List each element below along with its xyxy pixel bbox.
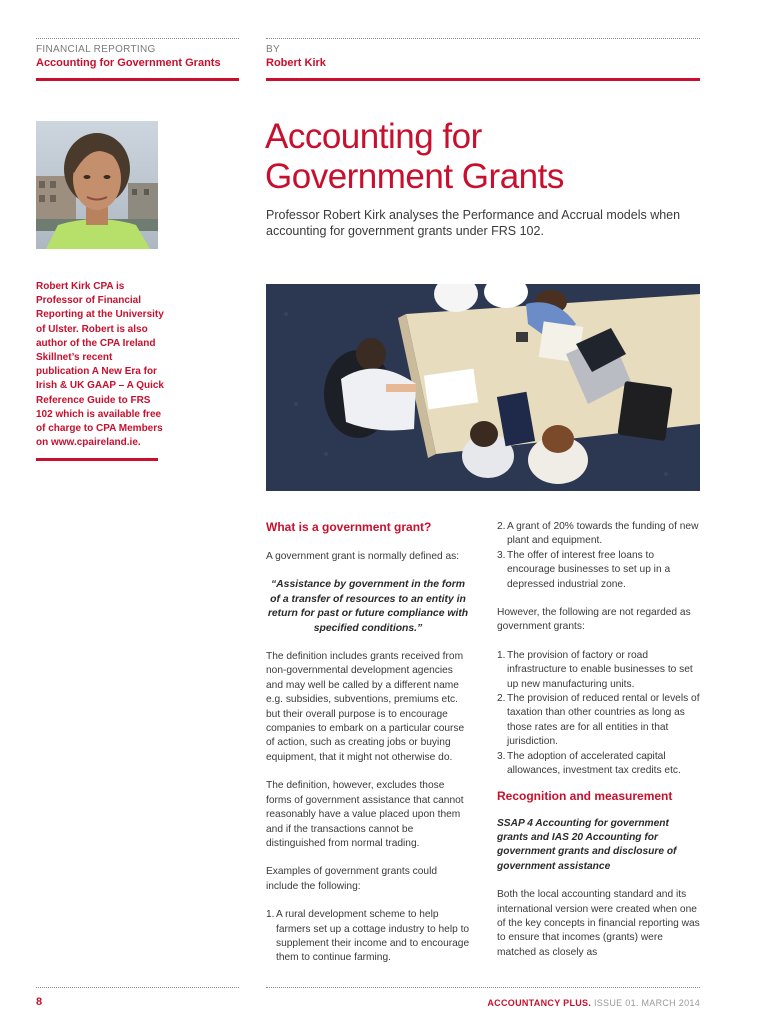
paragraph: A government grant is normally defined as: <box>266 551 460 562</box>
column-2 <box>497 520 701 960</box>
section-label: FINANCIAL REPORTING <box>36 44 156 55</box>
meeting-photo-illustration <box>266 284 700 491</box>
list-item-text: The adoption of accelerated capital allowances, investment tax credits etc. <box>507 750 681 777</box>
list-item <box>497 649 701 692</box>
list-item-text: A grant of 20% towards the funding of new plant and equipment. <box>507 521 699 547</box>
article-title-line2: Government Grants <box>265 157 564 196</box>
paragraph: Examples of government grants could include the following: <box>266 866 438 892</box>
footer-dotted-rule-left <box>36 987 239 988</box>
header-red-rule-right <box>266 78 700 81</box>
list-item-number: 1. <box>266 909 275 921</box>
article-title-line1: Accounting for <box>265 117 482 156</box>
list-item-number: 2. <box>497 521 506 532</box>
examples-list <box>266 908 470 966</box>
list-item <box>497 520 701 549</box>
list-item-text: The offer of interest free loans to encourage businesses to set up in a depressed industrial zone. <box>507 549 671 590</box>
by-label: BY <box>266 44 280 55</box>
author-photo-illustration <box>36 121 158 249</box>
heading-recognition: Recognition and measurement <box>497 788 673 803</box>
not-grants-list <box>497 649 701 779</box>
heading-what-is-grant: What is a government grant? <box>266 520 432 534</box>
article-title <box>265 117 705 197</box>
meeting-photo <box>266 284 700 491</box>
column-1 <box>266 520 470 966</box>
subheading-standards: SSAP 4 Accounting for government grants and IAS 20 Accounting for government grants and disclosure of government assistance <box>497 817 677 872</box>
list-item-number: 1. <box>497 649 506 661</box>
author-name: Robert Kirk <box>266 57 326 69</box>
paragraph: The definition includes grants received from non-governmental development agencies and may well be called by a different name e.g. subsidies, subventions, premiums etc. but their overall purpose is to encourage companies to embark on a particular course of action, such as creating jobs or buying equipment, that it might not otherwise do. <box>266 651 465 763</box>
bio-red-rule <box>36 458 158 461</box>
author-photo <box>36 121 158 249</box>
standfirst: Professor Robert Kirk analyses the Performance and Accrual models when accounting for government grants under FRS 102. <box>266 208 681 238</box>
list-item <box>497 549 701 592</box>
paragraph: However, the following are not regarded as government grants: <box>497 607 691 633</box>
header-red-rule-left <box>36 78 239 81</box>
paragraph: The definition, however, excludes those forms of government assistance that cannot reasonably have a value placed upon them and if the transactions cannot be distinguished from normal trading. <box>266 780 464 849</box>
header-dotted-rule-left <box>36 38 239 39</box>
definition-quote: “Assistance by government in the form of a transfer of resources to an entity in return for past or future compliance with specified conditions.” <box>267 579 469 634</box>
footer-dotted-rule-right <box>266 987 700 988</box>
paragraph: Both the local accounting standard and its international version were created when one of the key concepts in financial reporting was to ensure that incomes (grants) were matched as closely as <box>497 889 700 958</box>
author-bio: Robert Kirk CPA is Professor of Financial Reporting at the University of Ulster. Robert is also author of the CPA Ireland Skillnet’s recent publication A New Era for Irish & UK GAAP – A Quick Reference Guide to FRS 102 which is available free of charge to CPA Members on www.cpaireland.ie. <box>36 281 164 449</box>
examples-list-continued <box>497 520 701 592</box>
list-item-text: A rural development scheme to help farmers set up a cottage industry to help to supplement their income and to encourage them to continue farming. <box>276 909 470 964</box>
page-number: 8 <box>36 996 43 1008</box>
list-item-number: 3. <box>497 750 506 762</box>
issue-info: ISSUE 01. MARCH 2014 <box>591 998 700 1008</box>
magazine-footer <box>440 998 700 1008</box>
list-item <box>497 750 701 779</box>
list-item-number: 2. <box>497 693 506 705</box>
magazine-name: ACCOUNTANCY PLUS. <box>487 998 592 1008</box>
section-title: Accounting for Government Grants <box>36 57 221 69</box>
list-item <box>497 692 701 750</box>
list-item <box>266 908 470 966</box>
header-dotted-rule-right <box>266 38 700 39</box>
list-item-number: 3. <box>497 549 506 561</box>
list-item-text: The provision of reduced rental or levels of taxation than other countries as long as those rates are for all entities in that jurisdiction. <box>507 693 700 748</box>
list-item-text: The provision of factory or road infrastructure to enable businesses to set up new manufacturing units. <box>507 649 693 690</box>
